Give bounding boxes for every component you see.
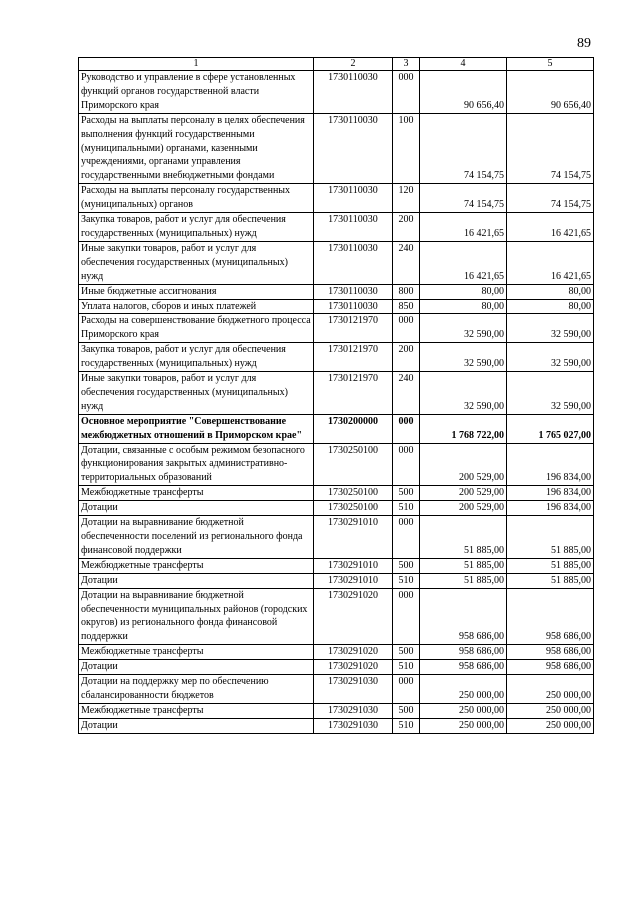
amount-col5-cell: 32 590,00 (507, 343, 594, 372)
expense-type-cell: 510 (393, 501, 420, 516)
table-row (79, 588, 594, 645)
row-name-cell: Основное мероприятие "Совершенствование межбюджетных отношений в Приморском крае" (79, 414, 314, 443)
row-name-cell: Дотации (79, 660, 314, 675)
expense-type-cell: 240 (393, 241, 420, 284)
amount-col4-cell: 958 686,00 (420, 588, 507, 645)
column-header: 4 (420, 58, 507, 71)
row-name-cell: Межбюджетные трансферты (79, 645, 314, 660)
amount-col4-cell: 32 590,00 (420, 372, 507, 415)
row-name-cell: Расходы на выплаты персоналу в целях обеспечения выполнения функций государственными (муниципальными) органами, казенными учреждениями, органами управления государственными внебюджетными фондами (79, 113, 314, 184)
amount-col4-cell: 80,00 (420, 299, 507, 314)
row-name-cell: Межбюджетные трансферты (79, 558, 314, 573)
expense-type-cell: 100 (393, 113, 420, 184)
expense-type-cell: 500 (393, 703, 420, 718)
table-row (79, 372, 594, 415)
amount-col4-cell: 90 656,40 (420, 71, 507, 114)
target-code-cell: 1730110030 (314, 284, 393, 299)
target-code-cell: 1730110030 (314, 71, 393, 114)
target-code-cell: 1730291020 (314, 645, 393, 660)
row-name-cell: Расходы на выплаты персоналу государственных (муниципальных) органов (79, 184, 314, 213)
target-code-cell: 1730250100 (314, 443, 393, 486)
target-code-cell: 1730110030 (314, 213, 393, 242)
target-code-cell: 1730110030 (314, 241, 393, 284)
amount-col4-cell: 250 000,00 (420, 703, 507, 718)
amount-col4-cell: 1 768 722,00 (420, 414, 507, 443)
target-code-cell: 1730200000 (314, 414, 393, 443)
target-code-cell: 1730291030 (314, 675, 393, 704)
amount-col5-cell: 32 590,00 (507, 372, 594, 415)
amount-col4-cell: 74 154,75 (420, 184, 507, 213)
expense-type-cell: 850 (393, 299, 420, 314)
expense-type-cell: 510 (393, 660, 420, 675)
amount-col4-cell: 32 590,00 (420, 343, 507, 372)
table-row (79, 486, 594, 501)
table-row (79, 718, 594, 733)
row-name-cell: Дотации (79, 718, 314, 733)
amount-col5-cell: 958 686,00 (507, 660, 594, 675)
target-code-cell: 1730291010 (314, 516, 393, 559)
table-row (79, 443, 594, 486)
expense-type-cell: 500 (393, 558, 420, 573)
row-name-cell: Дотации (79, 573, 314, 588)
expense-type-cell: 500 (393, 645, 420, 660)
target-code-cell: 1730291020 (314, 660, 393, 675)
expense-type-cell: 510 (393, 718, 420, 733)
amount-col5-cell: 80,00 (507, 299, 594, 314)
row-name-cell: Дотации на выравнивание бюджетной обеспеченности поселений из регионального фонда финансовой поддержки (79, 516, 314, 559)
table-row (79, 516, 594, 559)
table-row (79, 241, 594, 284)
row-name-cell: Дотации (79, 501, 314, 516)
amount-col4-cell: 32 590,00 (420, 314, 507, 343)
page-number: 89 (577, 36, 591, 51)
amount-col5-cell: 250 000,00 (507, 703, 594, 718)
table-row (79, 660, 594, 675)
amount-col5-cell: 51 885,00 (507, 516, 594, 559)
amount-col4-cell: 250 000,00 (420, 718, 507, 733)
row-name-cell: Иные закупки товаров, работ и услуг для обеспечения государственных (муниципальных) нужд (79, 241, 314, 284)
target-code-cell: 1730291010 (314, 573, 393, 588)
target-code-cell: 1730110030 (314, 299, 393, 314)
table-row (79, 558, 594, 573)
table-row (79, 71, 594, 114)
amount-col4-cell: 16 421,65 (420, 213, 507, 242)
table-header-row (79, 58, 594, 71)
row-name-cell: Иные бюджетные ассигнования (79, 284, 314, 299)
expense-type-cell: 510 (393, 573, 420, 588)
column-header: 5 (507, 58, 594, 71)
row-name-cell: Закупка товаров, работ и услуг для обеспечения государственных (муниципальных) нужд (79, 343, 314, 372)
table-row (79, 299, 594, 314)
expense-type-cell: 120 (393, 184, 420, 213)
amount-col5-cell: 250 000,00 (507, 675, 594, 704)
amount-col5-cell: 1 765 027,00 (507, 414, 594, 443)
expense-type-cell: 500 (393, 486, 420, 501)
column-header: 3 (393, 58, 420, 71)
expense-type-cell: 800 (393, 284, 420, 299)
expense-type-cell: 200 (393, 213, 420, 242)
amount-col5-cell: 196 834,00 (507, 501, 594, 516)
budget-table (78, 57, 594, 734)
target-code-cell: 1730121970 (314, 314, 393, 343)
row-name-cell: Руководство и управление в сфере установленных функций органов государственной власти Приморского края (79, 71, 314, 114)
row-name-cell: Межбюджетные трансферты (79, 486, 314, 501)
amount-col5-cell: 196 834,00 (507, 486, 594, 501)
target-code-cell: 1730291030 (314, 703, 393, 718)
target-code-cell: 1730291020 (314, 588, 393, 645)
expense-type-cell: 000 (393, 314, 420, 343)
amount-col5-cell: 16 421,65 (507, 213, 594, 242)
row-name-cell: Дотации, связанные с особым режимом безопасного функционирования закрытых административно-территориальных образований (79, 443, 314, 486)
row-name-cell: Закупка товаров, работ и услуг для обеспечения государственных (муниципальных) нужд (79, 213, 314, 242)
amount-col5-cell: 51 885,00 (507, 558, 594, 573)
row-name-cell: Дотации на поддержку мер по обеспечению сбалансированности бюджетов (79, 675, 314, 704)
amount-col4-cell: 51 885,00 (420, 516, 507, 559)
row-name-cell: Межбюджетные трансферты (79, 703, 314, 718)
target-code-cell: 1730110030 (314, 113, 393, 184)
expense-type-cell: 000 (393, 443, 420, 486)
expense-type-cell: 240 (393, 372, 420, 415)
amount-col4-cell: 51 885,00 (420, 573, 507, 588)
target-code-cell: 1730291010 (314, 558, 393, 573)
table-row (79, 414, 594, 443)
expense-type-cell: 000 (393, 516, 420, 559)
table-row (79, 645, 594, 660)
table-row (79, 573, 594, 588)
amount-col5-cell: 74 154,75 (507, 184, 594, 213)
table-row (79, 501, 594, 516)
expense-type-cell: 000 (393, 675, 420, 704)
amount-col5-cell: 80,00 (507, 284, 594, 299)
table-row (79, 113, 594, 184)
amount-col4-cell: 16 421,65 (420, 241, 507, 284)
table-row (79, 703, 594, 718)
table-row (79, 284, 594, 299)
target-code-cell: 1730291030 (314, 718, 393, 733)
target-code-cell: 1730121970 (314, 372, 393, 415)
amount-col4-cell: 51 885,00 (420, 558, 507, 573)
amount-col5-cell: 958 686,00 (507, 588, 594, 645)
expense-type-cell: 200 (393, 343, 420, 372)
table-row (79, 184, 594, 213)
amount-col4-cell: 250 000,00 (420, 675, 507, 704)
table-row (79, 675, 594, 704)
row-name-cell: Уплата налогов, сборов и иных платежей (79, 299, 314, 314)
amount-col5-cell: 16 421,65 (507, 241, 594, 284)
amount-col5-cell: 51 885,00 (507, 573, 594, 588)
amount-col4-cell: 958 686,00 (420, 645, 507, 660)
amount-col5-cell: 958 686,00 (507, 645, 594, 660)
column-header: 2 (314, 58, 393, 71)
amount-col4-cell: 958 686,00 (420, 660, 507, 675)
table-row (79, 343, 594, 372)
target-code-cell: 1730250100 (314, 486, 393, 501)
expense-type-cell: 000 (393, 71, 420, 114)
column-header: 1 (79, 58, 314, 71)
expense-type-cell: 000 (393, 588, 420, 645)
amount-col5-cell: 250 000,00 (507, 718, 594, 733)
amount-col4-cell: 200 529,00 (420, 443, 507, 486)
amount-col5-cell: 32 590,00 (507, 314, 594, 343)
row-name-cell: Иные закупки товаров, работ и услуг для обеспечения государственных (муниципальных) нужд (79, 372, 314, 415)
target-code-cell: 1730110030 (314, 184, 393, 213)
target-code-cell: 1730121970 (314, 343, 393, 372)
amount-col5-cell: 90 656,40 (507, 71, 594, 114)
amount-col5-cell: 196 834,00 (507, 443, 594, 486)
table-row (79, 314, 594, 343)
row-name-cell: Расходы на совершенствование бюджетного процесса Приморского края (79, 314, 314, 343)
amount-col5-cell: 74 154,75 (507, 113, 594, 184)
table-row (79, 213, 594, 242)
amount-col4-cell: 74 154,75 (420, 113, 507, 184)
amount-col4-cell: 200 529,00 (420, 501, 507, 516)
amount-col4-cell: 200 529,00 (420, 486, 507, 501)
row-name-cell: Дотации на выравнивание бюджетной обеспеченности муниципальных районов (городских округов) из регионального фонда финансовой поддержки (79, 588, 314, 645)
expense-type-cell: 000 (393, 414, 420, 443)
target-code-cell: 1730250100 (314, 501, 393, 516)
amount-col4-cell: 80,00 (420, 284, 507, 299)
